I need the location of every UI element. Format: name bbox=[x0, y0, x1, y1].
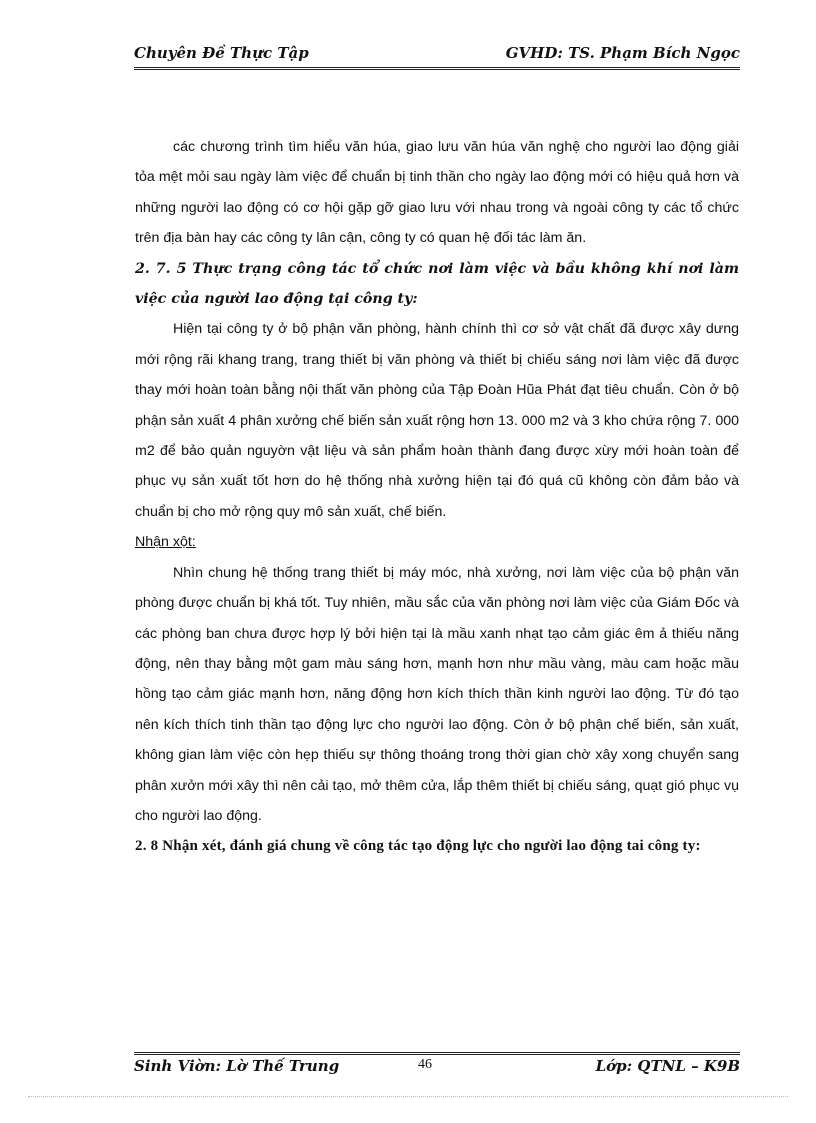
paragraph-3: Nhìn chung hệ thống trang thiết bị máy móc, nhà xưởng, nơi làm việc của bộ phận văn phòng được chuẩn bị khá tốt. Tuy nhiên, mầu sắc của văn phòng nơi làm việc của Giám Đốc và các phòng ban chưa được hợp lý bởi hiện tại là mầu xanh nhạt tạo cảm giác êm ả thiếu năng động, nên thay bằng một gam màu sáng hơn, mạnh hơn như mầu vàng, màu cam hoặc mầu hồng tạo cảm giác mạnh hơn, năng động hơn kích thích thần kinh người lao động. Từ đó tạo nên kích thích tinh thần tạo động lực cho người lao động. Còn ở bộ phận chế biến, sản xuất, không gian làm việc còn hẹp thiếu sự thông thoáng trong thời gian chờ xây xong chuyển sang phân xưởn mới xây thì nên cải tạo, mở thêm cửa, lắp thêm thiết bị chiếu sáng, quạt gió phục vụ cho người lao động. bbox=[135, 564, 739, 824]
footer-student: Sinh Viờn: Lờ Thế Trung bbox=[134, 1057, 340, 1075]
header-supervisor: GVHD: TS. Phạm Bích Ngọc bbox=[505, 44, 740, 62]
footer-class: Lớp: QTNL – K9B bbox=[595, 1057, 740, 1075]
section-heading-2-7-5: 2. 7. 5 Thực trạng công tác tổ chức nơi làm việc và bầu không khí nơi làm việc của người lao động tại công ty: bbox=[135, 260, 739, 308]
page-number: 46 bbox=[418, 1057, 432, 1072]
header-title: Chuyên Đề Thực Tập bbox=[134, 44, 309, 62]
paragraph-2: Hiện tại công ty ở bộ phận văn phòng, hành chính thì cơ sở vật chất đã được xây dưng mới rộng rãi khang trang, trang thiết bị văn phòng và thiết bị chiếu sáng nơi làm việc đã được thay mới hoàn toàn bằng nội thất văn phòng của Tập Đoàn Hũa Phát đạt tiêu chuẩn. Còn ở bộ phận sản xuất 4 phân xưởng chế biến sản xuất rộng hơn 13. 000 m2 và 3 kho chứa rộng 7. 000 m2 để bảo quản nguyờn vật liệu và sản phẩm hoàn thành đang được xừy mới hoàn toàn để phục vụ sản xuất tốt hơn do hệ thống nhà xưởng hiện tại đó quá cũ không còn đảm bảo và chuẩn bị cho mở rộng quy mô sản xuất, chế biến. bbox=[135, 321, 739, 520]
page-header bbox=[134, 44, 740, 68]
section-heading-2-8: 2. 8 Nhận xét, đánh giá chung về công tác tạo động lực cho người lao động tai công ty: bbox=[135, 838, 701, 855]
paragraph-1: các chương trình tìm hiểu văn húa, giao lưu văn húa văn nghệ cho người lao động giải tỏa mệt mỏi sau ngày làm việc để chuẩn bị tinh thần cho ngày lao động mới có hiệu quả hơn và những người lao động có cơ hội gặp gỡ giao lưu với nhau trong và ngoài công ty các tổ chức trên địa bàn hay các công ty lân cận, công ty có quan hệ đối tác làm ăn. bbox=[135, 139, 739, 247]
page-footer bbox=[134, 1057, 740, 1079]
footer-divider bbox=[134, 1052, 740, 1055]
remark-label: Nhận xột: bbox=[135, 534, 196, 551]
header-divider bbox=[134, 67, 740, 70]
page-edge-dotted-line bbox=[28, 1096, 788, 1097]
document-body bbox=[135, 132, 739, 862]
